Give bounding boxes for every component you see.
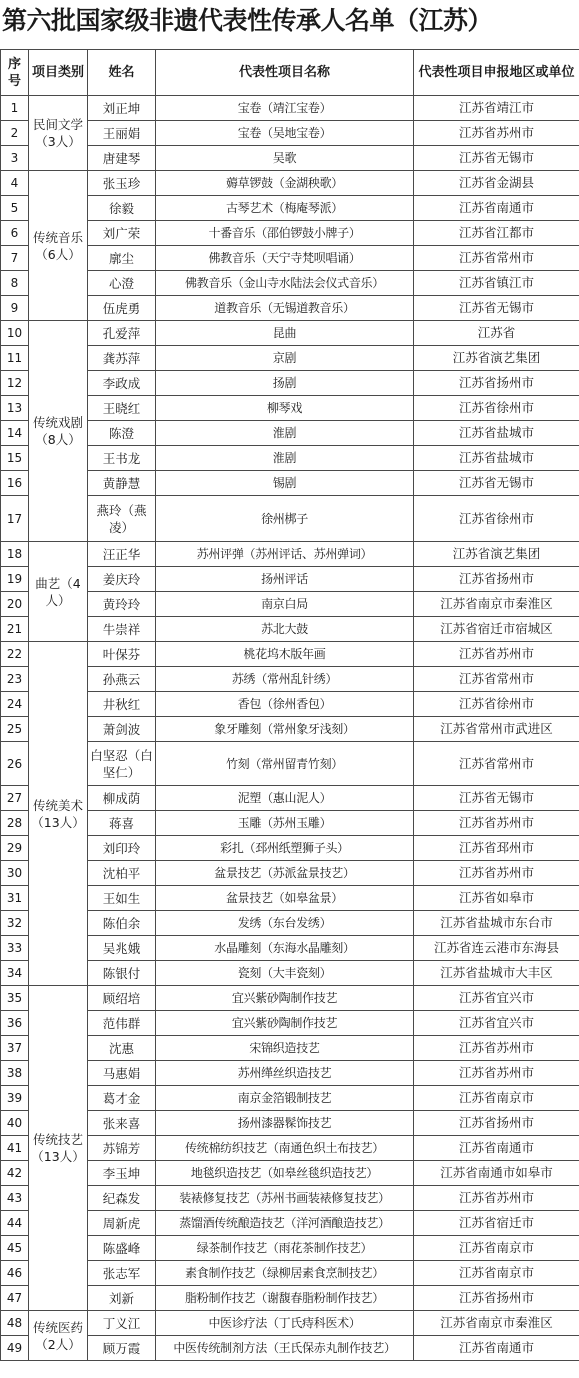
table-row bbox=[1, 1011, 579, 1036]
cell-region: 江苏省南通市如皋市 bbox=[414, 1161, 579, 1186]
cell-region: 江苏省苏州市 bbox=[414, 861, 579, 886]
cell-seq: 33 bbox=[1, 936, 29, 961]
cell-seq: 45 bbox=[1, 1236, 29, 1261]
cell-project: 香包（徐州香包） bbox=[156, 692, 414, 717]
cell-name: 刘正坤 bbox=[88, 96, 156, 121]
cell-seq: 47 bbox=[1, 1286, 29, 1311]
cell-name: 白坚忍（白坚仁） bbox=[88, 742, 156, 786]
cell-seq: 9 bbox=[1, 296, 29, 321]
cell-seq: 7 bbox=[1, 246, 29, 271]
cell-region: 江苏省演艺集团 bbox=[414, 346, 579, 371]
cell-name: 李政成 bbox=[88, 371, 156, 396]
cell-seq: 1 bbox=[1, 96, 29, 121]
cell-project: 彩扎（邳州纸塑狮子头） bbox=[156, 836, 414, 861]
header-seq: 序号 bbox=[1, 50, 29, 96]
cell-region: 江苏省南京市 bbox=[414, 1261, 579, 1286]
table-row bbox=[1, 196, 579, 221]
cell-project: 水晶雕刻（东海水晶雕刻） bbox=[156, 936, 414, 961]
cell-region: 江苏省宜兴市 bbox=[414, 1011, 579, 1036]
cell-project: 苏州评弹（苏州评话、苏州弹词） bbox=[156, 542, 414, 567]
table-row bbox=[1, 146, 579, 171]
table-row bbox=[1, 1186, 579, 1211]
table-row bbox=[1, 986, 579, 1011]
table-row bbox=[1, 861, 579, 886]
table-row bbox=[1, 371, 579, 396]
cell-name: 吴兆娥 bbox=[88, 936, 156, 961]
cell-seq: 28 bbox=[1, 811, 29, 836]
cell-name: 心澄 bbox=[88, 271, 156, 296]
cell-region: 江苏省徐州市 bbox=[414, 692, 579, 717]
cell-name: 唐建琴 bbox=[88, 146, 156, 171]
table-row bbox=[1, 1336, 579, 1361]
table-row bbox=[1, 221, 579, 246]
inheritors-table bbox=[0, 49, 579, 1361]
table-row bbox=[1, 271, 579, 296]
table-row bbox=[1, 617, 579, 642]
cell-region: 江苏省常州市 bbox=[414, 667, 579, 692]
table-row bbox=[1, 396, 579, 421]
cell-region: 江苏省苏州市 bbox=[414, 1036, 579, 1061]
table-row bbox=[1, 592, 579, 617]
table-row bbox=[1, 936, 579, 961]
cell-name: 陈伯余 bbox=[88, 911, 156, 936]
cell-project: 蒸馏酒传统酿造技艺（洋河酒酿造技艺） bbox=[156, 1211, 414, 1236]
cell-category: 传统技艺（13人） bbox=[29, 986, 88, 1311]
table-row bbox=[1, 692, 579, 717]
table-row bbox=[1, 886, 579, 911]
cell-region: 江苏省苏州市 bbox=[414, 811, 579, 836]
cell-category: 民间文学（3人） bbox=[29, 96, 88, 171]
cell-name: 萧剑波 bbox=[88, 717, 156, 742]
cell-seq: 6 bbox=[1, 221, 29, 246]
cell-name: 龚苏萍 bbox=[88, 346, 156, 371]
table-row bbox=[1, 642, 579, 667]
cell-name: 伍虎勇 bbox=[88, 296, 156, 321]
table-row bbox=[1, 1036, 579, 1061]
table-row bbox=[1, 1261, 579, 1286]
cell-region: 江苏省镇江市 bbox=[414, 271, 579, 296]
cell-category: 传统音乐（6人） bbox=[29, 171, 88, 321]
cell-region: 江苏省无锡市 bbox=[414, 471, 579, 496]
cell-region: 江苏省南京市 bbox=[414, 1236, 579, 1261]
cell-seq: 23 bbox=[1, 667, 29, 692]
cell-region: 江苏省宜兴市 bbox=[414, 986, 579, 1011]
cell-name: 牛崇祥 bbox=[88, 617, 156, 642]
cell-project: 玉雕（苏州玉雕） bbox=[156, 811, 414, 836]
cell-seq: 24 bbox=[1, 692, 29, 717]
cell-region: 江苏省江都市 bbox=[414, 221, 579, 246]
cell-name: 纪森发 bbox=[88, 1186, 156, 1211]
cell-project: 佛教音乐（天宁寺梵呗唱诵） bbox=[156, 246, 414, 271]
cell-seq: 34 bbox=[1, 961, 29, 986]
table-row bbox=[1, 742, 579, 786]
table-row bbox=[1, 121, 579, 146]
cell-name: 刘印玲 bbox=[88, 836, 156, 861]
cell-category: 曲艺（4人） bbox=[29, 542, 88, 642]
cell-name: 葛才金 bbox=[88, 1086, 156, 1111]
table-row bbox=[1, 1086, 579, 1111]
cell-project: 宝卷（靖江宝卷） bbox=[156, 96, 414, 121]
cell-project: 佛教音乐（金山寺水陆法会仪式音乐） bbox=[156, 271, 414, 296]
table-row bbox=[1, 542, 579, 567]
cell-region: 江苏省连云港市东海县 bbox=[414, 936, 579, 961]
cell-project: 十番音乐（邵伯锣鼓小牌子） bbox=[156, 221, 414, 246]
cell-seq: 36 bbox=[1, 1011, 29, 1036]
cell-project: 道教音乐（无锡道教音乐） bbox=[156, 296, 414, 321]
cell-name: 王晓红 bbox=[88, 396, 156, 421]
table-row bbox=[1, 1061, 579, 1086]
cell-project: 淮剧 bbox=[156, 421, 414, 446]
cell-region: 江苏省南通市 bbox=[414, 196, 579, 221]
cell-region: 江苏省邳州市 bbox=[414, 836, 579, 861]
table-row bbox=[1, 296, 579, 321]
cell-region: 江苏省盐城市 bbox=[414, 446, 579, 471]
cell-name: 李玉坤 bbox=[88, 1161, 156, 1186]
cell-project: 装裱修复技艺（苏州书画装裱修复技艺） bbox=[156, 1186, 414, 1211]
table-row bbox=[1, 961, 579, 986]
cell-project: 苏绣（常州乱针绣） bbox=[156, 667, 414, 692]
cell-region: 江苏省盐城市 bbox=[414, 421, 579, 446]
cell-seq: 43 bbox=[1, 1186, 29, 1211]
table-row bbox=[1, 1111, 579, 1136]
cell-region: 江苏省扬州市 bbox=[414, 1111, 579, 1136]
cell-name: 姜庆玲 bbox=[88, 567, 156, 592]
cell-seq: 19 bbox=[1, 567, 29, 592]
cell-seq: 5 bbox=[1, 196, 29, 221]
cell-project: 盆景技艺（苏派盆景技艺） bbox=[156, 861, 414, 886]
header-project: 代表性项目名称 bbox=[156, 50, 414, 96]
cell-project: 宝卷（吴地宝卷） bbox=[156, 121, 414, 146]
header-name: 姓名 bbox=[88, 50, 156, 96]
cell-seq: 35 bbox=[1, 986, 29, 1011]
cell-seq: 4 bbox=[1, 171, 29, 196]
page-title: 第六批国家级非遗代表性传承人名单（江苏） bbox=[2, 6, 493, 35]
cell-project: 宜兴紫砂陶制作技艺 bbox=[156, 986, 414, 1011]
table-row bbox=[1, 667, 579, 692]
cell-region: 江苏省演艺集团 bbox=[414, 542, 579, 567]
cell-seq: 21 bbox=[1, 617, 29, 642]
cell-name: 徐毅 bbox=[88, 196, 156, 221]
cell-name: 沈柏平 bbox=[88, 861, 156, 886]
cell-project: 宜兴紫砂陶制作技艺 bbox=[156, 1011, 414, 1036]
table-row bbox=[1, 96, 579, 121]
cell-region: 江苏省盐城市大丰区 bbox=[414, 961, 579, 986]
cell-region: 江苏省南京市秦淮区 bbox=[414, 1311, 579, 1336]
cell-region: 江苏省苏州市 bbox=[414, 121, 579, 146]
cell-name: 张玉珍 bbox=[88, 171, 156, 196]
cell-seq: 30 bbox=[1, 861, 29, 886]
cell-category: 传统医药（2人） bbox=[29, 1311, 88, 1361]
cell-project: 薅草锣鼓（金湖秧歌） bbox=[156, 171, 414, 196]
cell-seq: 2 bbox=[1, 121, 29, 146]
table-body bbox=[1, 96, 579, 1361]
table-row bbox=[1, 346, 579, 371]
cell-seq: 49 bbox=[1, 1336, 29, 1361]
cell-region: 江苏省常州市武进区 bbox=[414, 717, 579, 742]
cell-name: 黄玲玲 bbox=[88, 592, 156, 617]
table-row bbox=[1, 421, 579, 446]
cell-seq: 14 bbox=[1, 421, 29, 446]
cell-project: 苏北大鼓 bbox=[156, 617, 414, 642]
table-row bbox=[1, 446, 579, 471]
table-row bbox=[1, 786, 579, 811]
cell-region: 江苏省苏州市 bbox=[414, 1061, 579, 1086]
cell-region: 江苏省 bbox=[414, 321, 579, 346]
cell-project: 中医诊疗法（丁氏痔科医术） bbox=[156, 1311, 414, 1336]
cell-seq: 10 bbox=[1, 321, 29, 346]
cell-name: 陈盛峰 bbox=[88, 1236, 156, 1261]
table-row bbox=[1, 1136, 579, 1161]
cell-name: 王丽娟 bbox=[88, 121, 156, 146]
cell-project: 发绣（东台发绣） bbox=[156, 911, 414, 936]
cell-name: 柳成荫 bbox=[88, 786, 156, 811]
cell-project: 扬州漆器髹饰技艺 bbox=[156, 1111, 414, 1136]
table-row bbox=[1, 911, 579, 936]
cell-name: 廓尘 bbox=[88, 246, 156, 271]
table-row bbox=[1, 1311, 579, 1336]
cell-region: 江苏省扬州市 bbox=[414, 567, 579, 592]
cell-region: 江苏省无锡市 bbox=[414, 786, 579, 811]
cell-name: 马惠娟 bbox=[88, 1061, 156, 1086]
cell-name: 孙燕云 bbox=[88, 667, 156, 692]
cell-name: 范伟群 bbox=[88, 1011, 156, 1036]
cell-project: 中医传统制剂方法（王氏保赤丸制作技艺） bbox=[156, 1336, 414, 1361]
cell-project: 绿茶制作技艺（雨花茶制作技艺） bbox=[156, 1236, 414, 1261]
cell-seq: 31 bbox=[1, 886, 29, 911]
cell-name: 叶保芬 bbox=[88, 642, 156, 667]
cell-region: 江苏省靖江市 bbox=[414, 96, 579, 121]
cell-seq: 8 bbox=[1, 271, 29, 296]
cell-region: 江苏省无锡市 bbox=[414, 146, 579, 171]
table-header-row bbox=[1, 50, 579, 96]
cell-seq: 32 bbox=[1, 911, 29, 936]
cell-name: 黄静慧 bbox=[88, 471, 156, 496]
cell-seq: 40 bbox=[1, 1111, 29, 1136]
cell-name: 沈惠 bbox=[88, 1036, 156, 1061]
cell-seq: 18 bbox=[1, 542, 29, 567]
cell-project: 竹刻（常州留青竹刻） bbox=[156, 742, 414, 786]
cell-name: 顾绍培 bbox=[88, 986, 156, 1011]
cell-seq: 17 bbox=[1, 496, 29, 542]
cell-project: 淮剧 bbox=[156, 446, 414, 471]
cell-seq: 48 bbox=[1, 1311, 29, 1336]
cell-name: 井秋红 bbox=[88, 692, 156, 717]
cell-seq: 22 bbox=[1, 642, 29, 667]
cell-seq: 3 bbox=[1, 146, 29, 171]
cell-region: 江苏省盐城市东台市 bbox=[414, 911, 579, 936]
table-row bbox=[1, 1286, 579, 1311]
cell-project: 吴歌 bbox=[156, 146, 414, 171]
cell-seq: 38 bbox=[1, 1061, 29, 1086]
cell-name: 王书龙 bbox=[88, 446, 156, 471]
cell-region: 江苏省扬州市 bbox=[414, 371, 579, 396]
cell-name: 汪正华 bbox=[88, 542, 156, 567]
cell-project: 瓷刻（大丰瓷刻） bbox=[156, 961, 414, 986]
cell-project: 脂粉制作技艺（谢馥春脂粉制作技艺） bbox=[156, 1286, 414, 1311]
cell-project: 锡剧 bbox=[156, 471, 414, 496]
cell-region: 江苏省如皋市 bbox=[414, 886, 579, 911]
cell-region: 江苏省苏州市 bbox=[414, 642, 579, 667]
header-region: 代表性项目申报地区或单位 bbox=[414, 50, 579, 96]
cell-project: 桃花坞木版年画 bbox=[156, 642, 414, 667]
cell-project: 苏州缂丝织造技艺 bbox=[156, 1061, 414, 1086]
cell-region: 江苏省南京市 bbox=[414, 1086, 579, 1111]
cell-project: 古琴艺术（梅庵琴派） bbox=[156, 196, 414, 221]
table-row bbox=[1, 1211, 579, 1236]
cell-seq: 39 bbox=[1, 1086, 29, 1111]
cell-name: 陈银付 bbox=[88, 961, 156, 986]
cell-name: 张志军 bbox=[88, 1261, 156, 1286]
cell-project: 南京金箔锻制技艺 bbox=[156, 1086, 414, 1111]
cell-name: 刘新 bbox=[88, 1286, 156, 1311]
cell-region: 江苏省宿迁市宿城区 bbox=[414, 617, 579, 642]
cell-project: 传统棉纺织技艺（南通色织土布技艺） bbox=[156, 1136, 414, 1161]
cell-region: 江苏省金湖县 bbox=[414, 171, 579, 196]
cell-seq: 41 bbox=[1, 1136, 29, 1161]
cell-seq: 29 bbox=[1, 836, 29, 861]
cell-name: 刘广荣 bbox=[88, 221, 156, 246]
cell-project: 扬州评话 bbox=[156, 567, 414, 592]
cell-seq: 11 bbox=[1, 346, 29, 371]
cell-project: 泥塑（惠山泥人） bbox=[156, 786, 414, 811]
cell-seq: 13 bbox=[1, 396, 29, 421]
cell-seq: 37 bbox=[1, 1036, 29, 1061]
cell-seq: 46 bbox=[1, 1261, 29, 1286]
cell-name: 苏锦芳 bbox=[88, 1136, 156, 1161]
cell-category: 传统戏剧（8人） bbox=[29, 321, 88, 542]
cell-seq: 16 bbox=[1, 471, 29, 496]
cell-name: 孔爱萍 bbox=[88, 321, 156, 346]
cell-name: 周新虎 bbox=[88, 1211, 156, 1236]
cell-region: 江苏省扬州市 bbox=[414, 1286, 579, 1311]
cell-seq: 27 bbox=[1, 786, 29, 811]
table-row bbox=[1, 836, 579, 861]
cell-name: 王如生 bbox=[88, 886, 156, 911]
table-row bbox=[1, 496, 579, 542]
cell-seq: 26 bbox=[1, 742, 29, 786]
table-row bbox=[1, 321, 579, 346]
cell-region: 江苏省苏州市 bbox=[414, 1186, 579, 1211]
cell-project: 徐州梆子 bbox=[156, 496, 414, 542]
cell-region: 江苏省无锡市 bbox=[414, 296, 579, 321]
table-row bbox=[1, 717, 579, 742]
table-row bbox=[1, 567, 579, 592]
header-category: 项目类别 bbox=[29, 50, 88, 96]
cell-name: 蒋喜 bbox=[88, 811, 156, 836]
cell-project: 扬剧 bbox=[156, 371, 414, 396]
cell-project: 盆景技艺（如皋盆景） bbox=[156, 886, 414, 911]
cell-region: 江苏省常州市 bbox=[414, 246, 579, 271]
cell-project: 昆曲 bbox=[156, 321, 414, 346]
cell-project: 柳琴戏 bbox=[156, 396, 414, 421]
cell-name: 顾万霞 bbox=[88, 1336, 156, 1361]
cell-seq: 20 bbox=[1, 592, 29, 617]
cell-project: 素食制作技艺（绿柳居素食烹制技艺） bbox=[156, 1261, 414, 1286]
table-row bbox=[1, 171, 579, 196]
table-row bbox=[1, 1161, 579, 1186]
cell-seq: 42 bbox=[1, 1161, 29, 1186]
cell-name: 陈澄 bbox=[88, 421, 156, 446]
cell-name: 张来喜 bbox=[88, 1111, 156, 1136]
table-row bbox=[1, 246, 579, 271]
cell-name: 燕玲（燕凌） bbox=[88, 496, 156, 542]
table-row bbox=[1, 471, 579, 496]
cell-project: 宋锦织造技艺 bbox=[156, 1036, 414, 1061]
table-row bbox=[1, 811, 579, 836]
cell-name: 丁义江 bbox=[88, 1311, 156, 1336]
cell-region: 江苏省徐州市 bbox=[414, 396, 579, 421]
cell-project: 南京白局 bbox=[156, 592, 414, 617]
table-row bbox=[1, 1236, 579, 1261]
cell-seq: 44 bbox=[1, 1211, 29, 1236]
cell-project: 京剧 bbox=[156, 346, 414, 371]
cell-region: 江苏省常州市 bbox=[414, 742, 579, 786]
cell-seq: 12 bbox=[1, 371, 29, 396]
cell-region: 江苏省南通市 bbox=[414, 1136, 579, 1161]
cell-seq: 25 bbox=[1, 717, 29, 742]
cell-category: 传统美术（13人） bbox=[29, 642, 88, 986]
cell-project: 地毯织造技艺（如皋丝毯织造技艺） bbox=[156, 1161, 414, 1186]
cell-region: 江苏省南通市 bbox=[414, 1336, 579, 1361]
cell-seq: 15 bbox=[1, 446, 29, 471]
cell-region: 江苏省宿迁市 bbox=[414, 1211, 579, 1236]
cell-project: 象牙雕刻（常州象牙浅刻） bbox=[156, 717, 414, 742]
cell-region: 江苏省徐州市 bbox=[414, 496, 579, 542]
cell-region: 江苏省南京市秦淮区 bbox=[414, 592, 579, 617]
